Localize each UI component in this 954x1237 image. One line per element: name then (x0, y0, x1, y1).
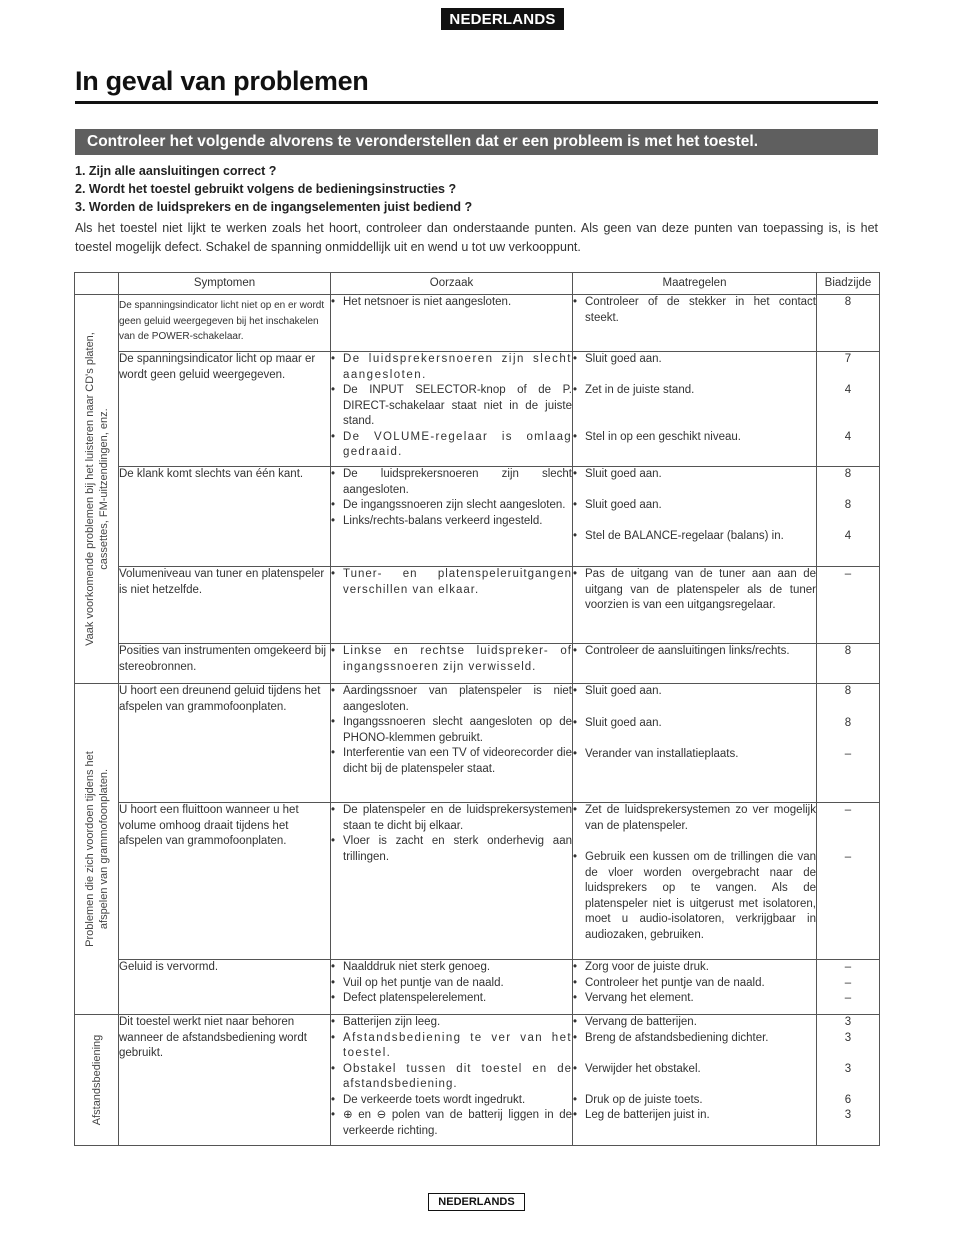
list-item: • Controleer of de stekker in het contact steekt. (573, 295, 816, 326)
list-item: • Linkse en rechtse luidspreker- of ingangssnoeren zijn verwisseld. (331, 644, 572, 675)
list-item: • Vuil op het puntje van de naald. (331, 976, 572, 992)
list-item: • Gebruik een kussen om de trillingen die van de vloer worden overgebracht naar de luidsprekers op te vangen. Als de platenspeler niet is uitgerust met isolatoren, moet u audio-isolatoren, verkrijgbaar in audiozaken, gebruiken. (573, 850, 816, 943)
list-item: • Sluit goed aan. (573, 716, 816, 732)
page-cell (817, 1015, 880, 1146)
remedy-cell (573, 295, 817, 352)
list-item: • Vloer is zacht en sterk onderhevig aan trillingen. (331, 834, 572, 865)
remedy-cell (573, 352, 817, 467)
page-number: – (844, 976, 852, 989)
list-item: • Afstandsbediening te ver van het toestel. (331, 1031, 572, 1062)
list-item: • Stel de BALANCE-regelaar (balans) in. (573, 529, 816, 545)
symptom-cell: Dit toestel werkt niet naar behoren wanneer de afstandsbediening wordt gebruikt. (119, 1015, 331, 1146)
troubleshooting-table (74, 272, 880, 1146)
table-row (75, 803, 880, 960)
section-banner: Controleer het volgende alvorens te veronderstellen dat er een probleem is met het toestel. (75, 129, 878, 155)
remedy-cell (573, 1015, 817, 1146)
page-cell (817, 803, 880, 960)
header-category (75, 273, 119, 295)
remedy-cell (573, 803, 817, 960)
table-row (75, 684, 880, 803)
list-item: • Vervang de batterijen. (573, 1015, 816, 1031)
list-item: • Interferentie van een TV of videorecorder die dicht bij de platenspeler staat. (331, 746, 572, 777)
category-label: Afstandsbediening (90, 1034, 103, 1126)
symptom-cell: U hoort een dreunend geluid tijdens het afspelen van grammofoonplaten. (119, 684, 331, 803)
list-item: • Het netsnoer is niet aangesloten. (331, 295, 572, 311)
checklist-item: 2. Wordt het toestel gebruikt volgens de bedieningsinstructies ? (75, 182, 457, 196)
list-item: • Controleer de aansluitingen links/rechts. (573, 644, 816, 660)
list-item: • Sluit goed aan. (573, 498, 816, 514)
symptom-cell: De klank komt slechts van één kant. (119, 467, 331, 567)
remedy-cell (573, 467, 817, 567)
page-number: – (844, 992, 852, 1004)
list-item: • Pas de uitgang van de tuner aan aan de uitgang van de platenspeler als de tuner voorzien is van een uitgangsregelaar. (573, 567, 816, 614)
list-item: • Druk op de juiste toets. (573, 1093, 816, 1109)
symptom-cell: U hoort een fluittoon wanneer u het volume omhoog draait tijdens het afspelen van grammofoonplaten. (119, 803, 331, 960)
page-cell (817, 295, 880, 352)
cause-cell (331, 352, 573, 467)
list-item: • Batterijen zijn leeg. (331, 1015, 572, 1031)
list-item: • De INPUT SELECTOR-knop of de P. DIRECT-schakelaar staat niet in de juiste stand. (331, 383, 572, 430)
list-item: • Controleer het puntje van de naald. (573, 976, 816, 992)
page-number: 6 (844, 1093, 852, 1106)
list-item: • Zet de luidsprekersystemen zo ver mogelijk van de platenspeler. (573, 803, 816, 834)
table-row (75, 295, 880, 352)
remedy-cell (573, 684, 817, 803)
cause-cell (331, 644, 573, 684)
page-title: In geval van problemen (75, 66, 369, 96)
checklist (75, 162, 878, 216)
list-item: • Obstakel tussen dit toestel en de afstandsbediening. (331, 1062, 572, 1093)
list-item: • De luidsprekersnoeren zijn slecht aangesloten. (331, 352, 572, 383)
cause-cell (331, 684, 573, 803)
page-cell (817, 352, 880, 467)
list-item: • Verander van installatieplaats. (573, 747, 816, 763)
table-header-row (75, 273, 880, 295)
table-row (75, 960, 880, 1015)
symptom-cell: De spanningsindicator licht op maar er wordt geen geluid weergegeven. (119, 352, 331, 467)
footer-language-tab: NEDERLANDS (428, 1193, 525, 1211)
header-remedy: Maatregelen (573, 273, 817, 295)
table-row (75, 352, 880, 467)
list-item: • De ingangssnoeren zijn slecht aangesloten. (331, 498, 572, 514)
list-item: • Sluit goed aan. (573, 684, 816, 700)
list-item: • De VOLUME-regelaar is omlaag gedraaid. (331, 430, 572, 461)
category-label: Vaak voorkomende problemen bij het luisteren naar CD's platen, cassettes, FM-uitzendingen, enz. (83, 332, 110, 646)
page-cell (817, 567, 880, 644)
list-item: • Tuner- en platenspeleruitgangen verschillen van elkaar. (331, 567, 572, 598)
page-cell (817, 644, 880, 684)
page-number: 4 (844, 530, 852, 542)
page-number: 8 (844, 717, 852, 729)
cause-cell (331, 803, 573, 960)
list-item: • Stel in op een geschikt niveau. (573, 430, 816, 446)
symptom-cell: De spanningsindicator licht niet op en er wordt geen geluid weergegeven bij het inschakelen van de POWER-schakelaar. (119, 295, 331, 352)
category-cell (75, 1015, 119, 1146)
list-item: • Vervang het element. (573, 991, 816, 1007)
title-underline (75, 101, 878, 104)
list-item: • Ingangssnoeren slecht aangesloten op de PHONO-klemmen gebruikt. (331, 715, 572, 746)
cause-cell (331, 467, 573, 567)
language-tab: NEDERLANDS (441, 8, 564, 30)
page-cell (817, 960, 880, 1015)
list-item: • De verkeerde toets wordt ingedrukt. (331, 1093, 572, 1109)
page-number: 7 (844, 353, 852, 365)
list-item: • Defect platenspelerelement. (331, 991, 572, 1007)
list-item: • Zorg voor de juiste druk. (573, 960, 816, 976)
header-page: Biadzijde (817, 273, 880, 295)
page-number: – (844, 804, 852, 816)
list-item: • Breng de afstandsbediening dichter. (573, 1031, 816, 1047)
symptom-cell: Posities van instrumenten omgekeerd bij stereobronnen. (119, 644, 331, 684)
intro-paragraph: Als het toestel niet lijkt te werken zoals het hoort, controleer dan onderstaande punten. Als geen van deze punten van toepassing is, is het toestel mogelijk defect. Schakel de spanning onmiddellijk uit en wend u tot uw verkooppunt. (75, 221, 878, 254)
category-cell (75, 295, 119, 684)
list-item: • Leg de batterijen juist in. (573, 1108, 816, 1124)
list-item: • Naalddruk niet sterk genoeg. (331, 960, 572, 976)
page-number: 3 (844, 1109, 852, 1121)
remedy-cell (573, 960, 817, 1015)
page-number: 8 (844, 645, 852, 657)
list-item: • Zet in de juiste stand. (573, 383, 816, 399)
list-item: • ⊕ en ⊖ polen van de batterij liggen in de verkeerde richting. (331, 1108, 572, 1139)
category-cell (75, 684, 119, 1015)
remedy-cell (573, 567, 817, 644)
page-number: 8 (844, 296, 852, 308)
symptom-cell: Geluid is vervormd. (119, 960, 331, 1015)
cause-cell (331, 1015, 573, 1146)
page-cell (817, 467, 880, 567)
list-item: • Sluit goed aan. (573, 467, 816, 483)
remedy-cell (573, 644, 817, 684)
list-item: • Sluit goed aan. (573, 352, 816, 368)
table-row (75, 644, 880, 684)
category-label: Problemen die zich voordoen tijdens het afspelen van grammofoonplaten. (83, 751, 110, 947)
page-number: – (844, 748, 852, 760)
table-row (75, 1015, 880, 1146)
cause-cell (331, 960, 573, 1015)
page-number: 8 (844, 468, 852, 480)
page-cell (817, 684, 880, 803)
list-item: • Links/rechts-balans verkeerd ingesteld. (331, 514, 572, 530)
page-number: – (844, 851, 852, 863)
page-number: 3 (844, 1031, 852, 1044)
cause-cell (331, 295, 573, 352)
symptom-cell: Volumeniveau van tuner en platenspeler is niet hetzelfde. (119, 567, 331, 644)
cause-cell (331, 567, 573, 644)
page-number: 8 (844, 685, 852, 697)
page-number: – (844, 961, 852, 973)
header-cause: Oorzaak (331, 273, 573, 295)
page-number: 8 (844, 499, 852, 511)
page-number: 3 (844, 1016, 852, 1028)
page-number: 4 (844, 384, 852, 396)
list-item: • Aardingssnoer van platenspeler is niet aangesloten. (331, 684, 572, 715)
page-number: – (844, 568, 852, 580)
header-symptoms: Symptomen (119, 273, 331, 295)
page-number: 4 (844, 430, 852, 443)
checklist-item: 1. Zijn alle aansluitingen correct ? (75, 164, 277, 178)
checklist-item: 3. Worden de luidsprekers en de ingangselementen juist bediend ? (75, 200, 473, 214)
table-row (75, 567, 880, 644)
list-item: • Verwijder het obstakel. (573, 1062, 816, 1078)
list-item: • De platenspeler en de luidsprekersystemen staan te dicht bij elkaar. (331, 803, 572, 834)
page-number: 3 (844, 1062, 852, 1075)
list-item: • De luidsprekersnoeren zijn slecht aangesloten. (331, 467, 572, 498)
table-row (75, 467, 880, 567)
